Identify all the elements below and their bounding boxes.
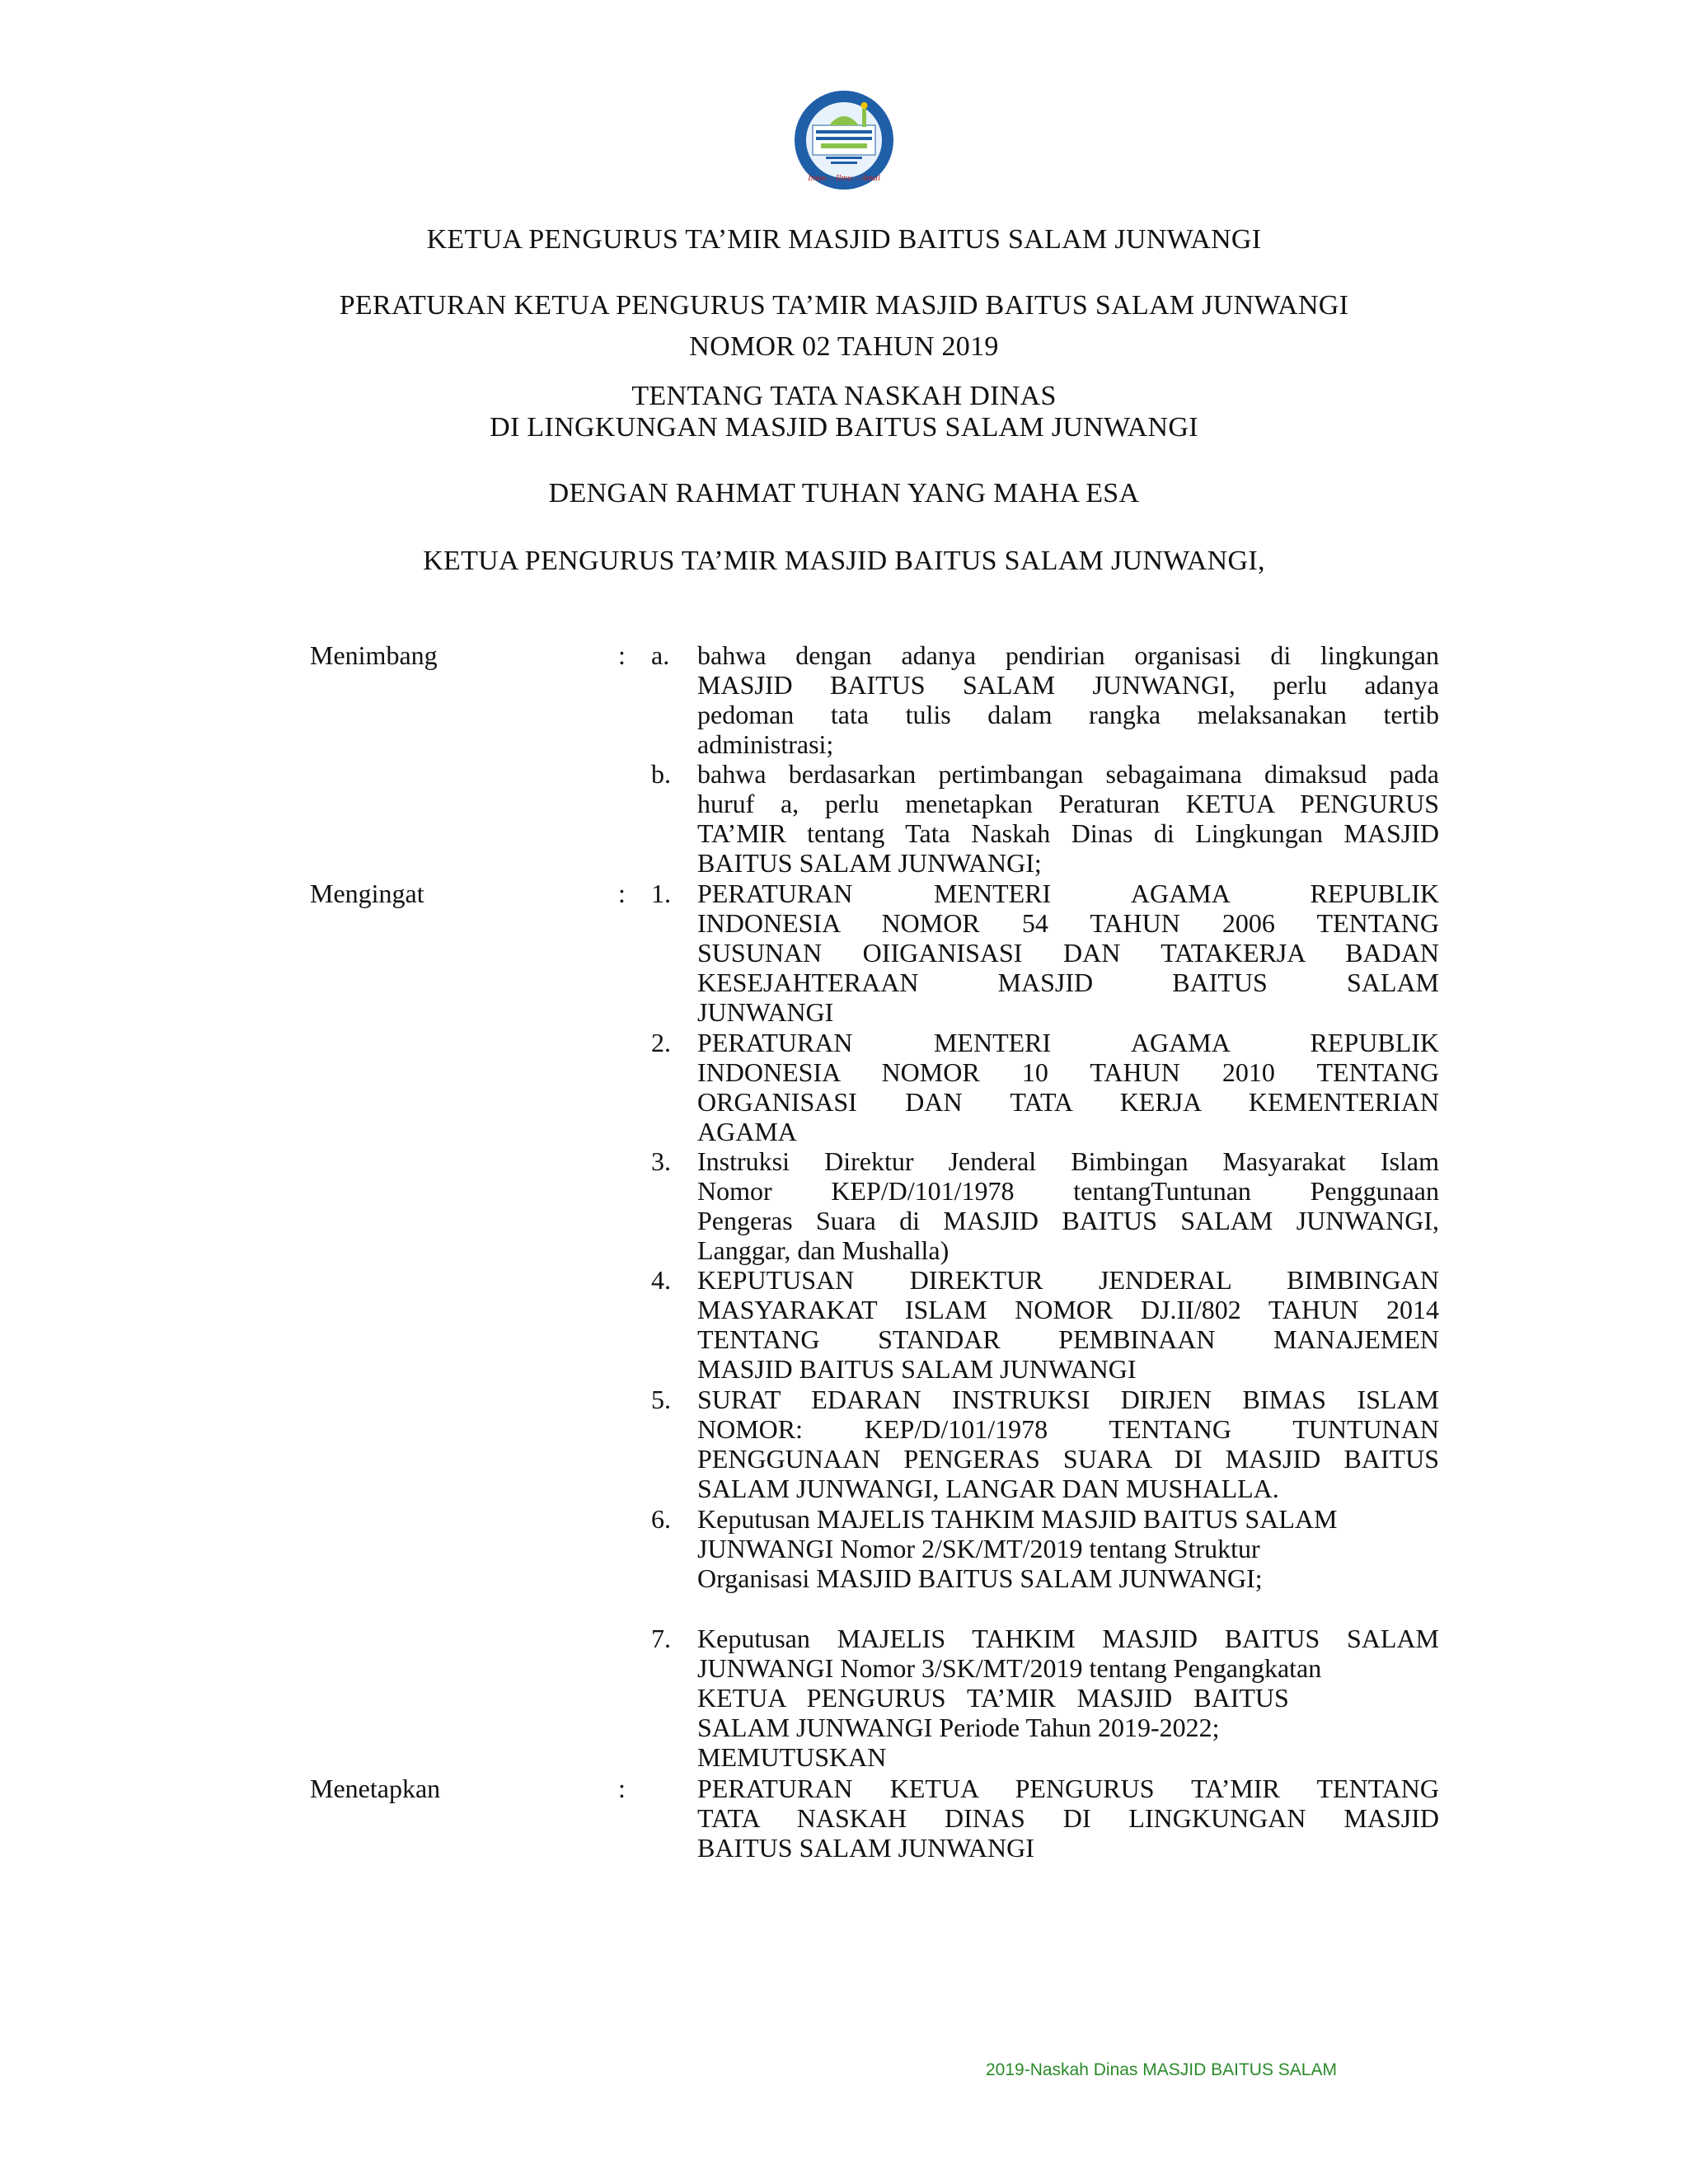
- text-line: TA’MIR tentang Tata Naskah Dinas di Lingkungan MASJID: [697, 818, 1439, 848]
- menetapkan-text: [697, 1774, 1439, 1863]
- text-line: Nomor KEP/D/101/1978 tentangTuntunan Penggunaan: [697, 1176, 1439, 1206]
- text-line: PERATURAN MENTERI AGAMA REPUBLIK: [697, 879, 1439, 908]
- text-line: huruf a, perlu menetapkan Peraturan KETUA PENGURUS: [697, 789, 1439, 818]
- regulation-number: NOMOR 02 TAHUN 2019: [689, 331, 999, 362]
- mengingat-item-3: [697, 1146, 1439, 1265]
- regulation-title: PERATURAN KETUA PENGURUS TA’MIR MASJID BAITUS SALAM JUNWANGI: [339, 290, 1349, 321]
- menetapkan-colon: :: [618, 1774, 626, 1803]
- text-line: BAITUS SALAM JUNWANGI;: [697, 848, 1042, 878]
- menimbang-item-b: [697, 759, 1439, 878]
- text-line: Organisasi MASJID BAITUS SALAM JUNWANGI;: [697, 1563, 1263, 1593]
- issuer-heading: KETUA PENGURUS TA’MIR MASJID BAITUS SALAM JUNWANGI: [426, 224, 1262, 255]
- footer-text: 2019-Naskah Dinas MASJID BAITUS SALAM: [986, 2060, 1337, 2079]
- mengingat-marker-5: 5.: [651, 1385, 671, 1414]
- text-line: JUNWANGI Nomor 2/SK/MT/2019 tentang Struktur: [697, 1534, 1260, 1563]
- text-line: Langgar, dan Mushalla): [697, 1235, 950, 1265]
- text-line: JUNWANGI: [697, 997, 834, 1027]
- text-line: MEMUTUSKAN: [697, 1742, 887, 1772]
- invocation: DENGAN RAHMAT TUHAN YANG MAHA ESA: [548, 478, 1140, 509]
- text-line: SALAM JUNWANGI, LANGAR DAN MUSHALLA.: [697, 1474, 1279, 1503]
- menimbang-marker-b: b.: [651, 759, 671, 789]
- menimbang-marker-a: a.: [651, 640, 670, 670]
- text-line: BAITUS SALAM JUNWANGI: [697, 1833, 1034, 1863]
- text-line: NOMOR: KEP/D/101/1978 TENTANG TUNTUNAN: [697, 1414, 1439, 1444]
- text-line: KETUA PENGURUS TA’MIR MASJID BAITUS: [697, 1683, 1289, 1713]
- logo-motto: Iman – Ilmu – Amal: [808, 173, 880, 183]
- menimbang-colon: :: [618, 640, 626, 670]
- mengingat-item-7: [697, 1624, 1439, 1772]
- text-line: Instruksi Direktur Jenderal Bimbingan Masyarakat Islam: [697, 1146, 1439, 1176]
- menimbang-label: Menimbang: [310, 640, 438, 670]
- text-line: PENGGUNAAN PENGERAS SUARA DI MASJID BAITUS: [697, 1444, 1439, 1474]
- text-line: INDONESIA NOMOR 10 TAHUN 2010 TENTANG: [697, 1057, 1439, 1087]
- mengingat-marker-3: 3.: [651, 1146, 671, 1176]
- menetapkan-label: Menetapkan: [310, 1774, 441, 1803]
- mengingat-item-2: [697, 1028, 1439, 1146]
- text-line: SURAT EDARAN INSTRUKSI DIRJEN BIMAS ISLAM: [697, 1385, 1439, 1414]
- menimbang-item-a: [697, 640, 1439, 759]
- text-line: pedoman tata tulis dalam rangka melaksanakan tertib: [697, 700, 1439, 729]
- text-line: JUNWANGI Nomor 3/SK/MT/2019 tentang Pengangkatan: [697, 1653, 1322, 1683]
- text-line: PERATURAN MENTERI AGAMA REPUBLIK: [697, 1028, 1439, 1057]
- regulation-scope: DI LINGKUNGAN MASJID BAITUS SALAM JUNWANGI: [490, 412, 1198, 443]
- text-line: MASJID BAITUS SALAM JUNWANGI, perlu adanya: [697, 670, 1439, 700]
- mengingat-marker-2: 2.: [651, 1028, 671, 1057]
- regulation-subject: TENTANG TATA NASKAH DINAS: [631, 381, 1057, 411]
- mengingat-item-5: [697, 1385, 1439, 1503]
- mengingat-item-6: [697, 1504, 1439, 1593]
- mengingat-item-1: [697, 879, 1439, 1027]
- issuer-signatory: KETUA PENGURUS TA’MIR MASJID BAITUS SALAM JUNWANGI,: [423, 546, 1265, 576]
- text-line: TATA NASKAH DINAS DI LINGKUNGAN MASJID: [697, 1803, 1439, 1833]
- text-line: AGAMA: [697, 1117, 797, 1146]
- text-line: PERATURAN KETUA PENGURUS TA’MIR TENTANG: [697, 1774, 1439, 1803]
- text-line: KEPUTUSAN DIREKTUR JENDERAL BIMBINGAN: [697, 1265, 1439, 1295]
- text-line: bahwa berdasarkan pertimbangan sebagaimana dimaksud pada: [697, 759, 1439, 789]
- text-line: administrasi;: [697, 729, 834, 759]
- text-line: ORGANISASI DAN TATA KERJA KEMENTERIAN: [697, 1087, 1439, 1117]
- mengingat-marker-4: 4.: [651, 1265, 671, 1295]
- mengingat-colon: :: [618, 879, 626, 908]
- text-line: Keputusan MAJELIS TAHKIM MASJID BAITUS SALAM: [697, 1624, 1439, 1653]
- mengingat-marker-7: 7.: [651, 1624, 671, 1653]
- mengingat-label: Mengingat: [310, 879, 424, 908]
- text-line: MASYARAKAT ISLAM NOMOR DJ.II/802 TAHUN 2014: [697, 1295, 1439, 1324]
- text-line: INDONESIA NOMOR 54 TAHUN 2006 TENTANG: [697, 908, 1439, 938]
- text-line: Keputusan MAJELIS TAHKIM MASJID BAITUS SALAM: [697, 1504, 1338, 1534]
- text-line: bahwa dengan adanya pendirian organisasi di lingkungan: [697, 640, 1439, 670]
- text-line: SUSUNAN OIIGANISASI DAN TATAKERJA BADAN: [697, 938, 1439, 968]
- text-line: TENTANG STANDAR PEMBINAAN MANAJEMEN: [697, 1324, 1439, 1354]
- text-line: MASJID BAITUS SALAM JUNWANGI: [697, 1354, 1137, 1384]
- mengingat-marker-1: 1.: [651, 879, 671, 908]
- mengingat-marker-6: 6.: [651, 1504, 671, 1534]
- text-line: SALAM JUNWANGI Periode Tahun 2019-2022;: [697, 1713, 1220, 1742]
- text-line: KESEJAHTERAAN MASJID BAITUS SALAM: [697, 968, 1439, 997]
- text-line: Pengeras Suara di MASJID BAITUS SALAM JUNWANGI,: [697, 1206, 1439, 1235]
- mengingat-item-4: [697, 1265, 1439, 1384]
